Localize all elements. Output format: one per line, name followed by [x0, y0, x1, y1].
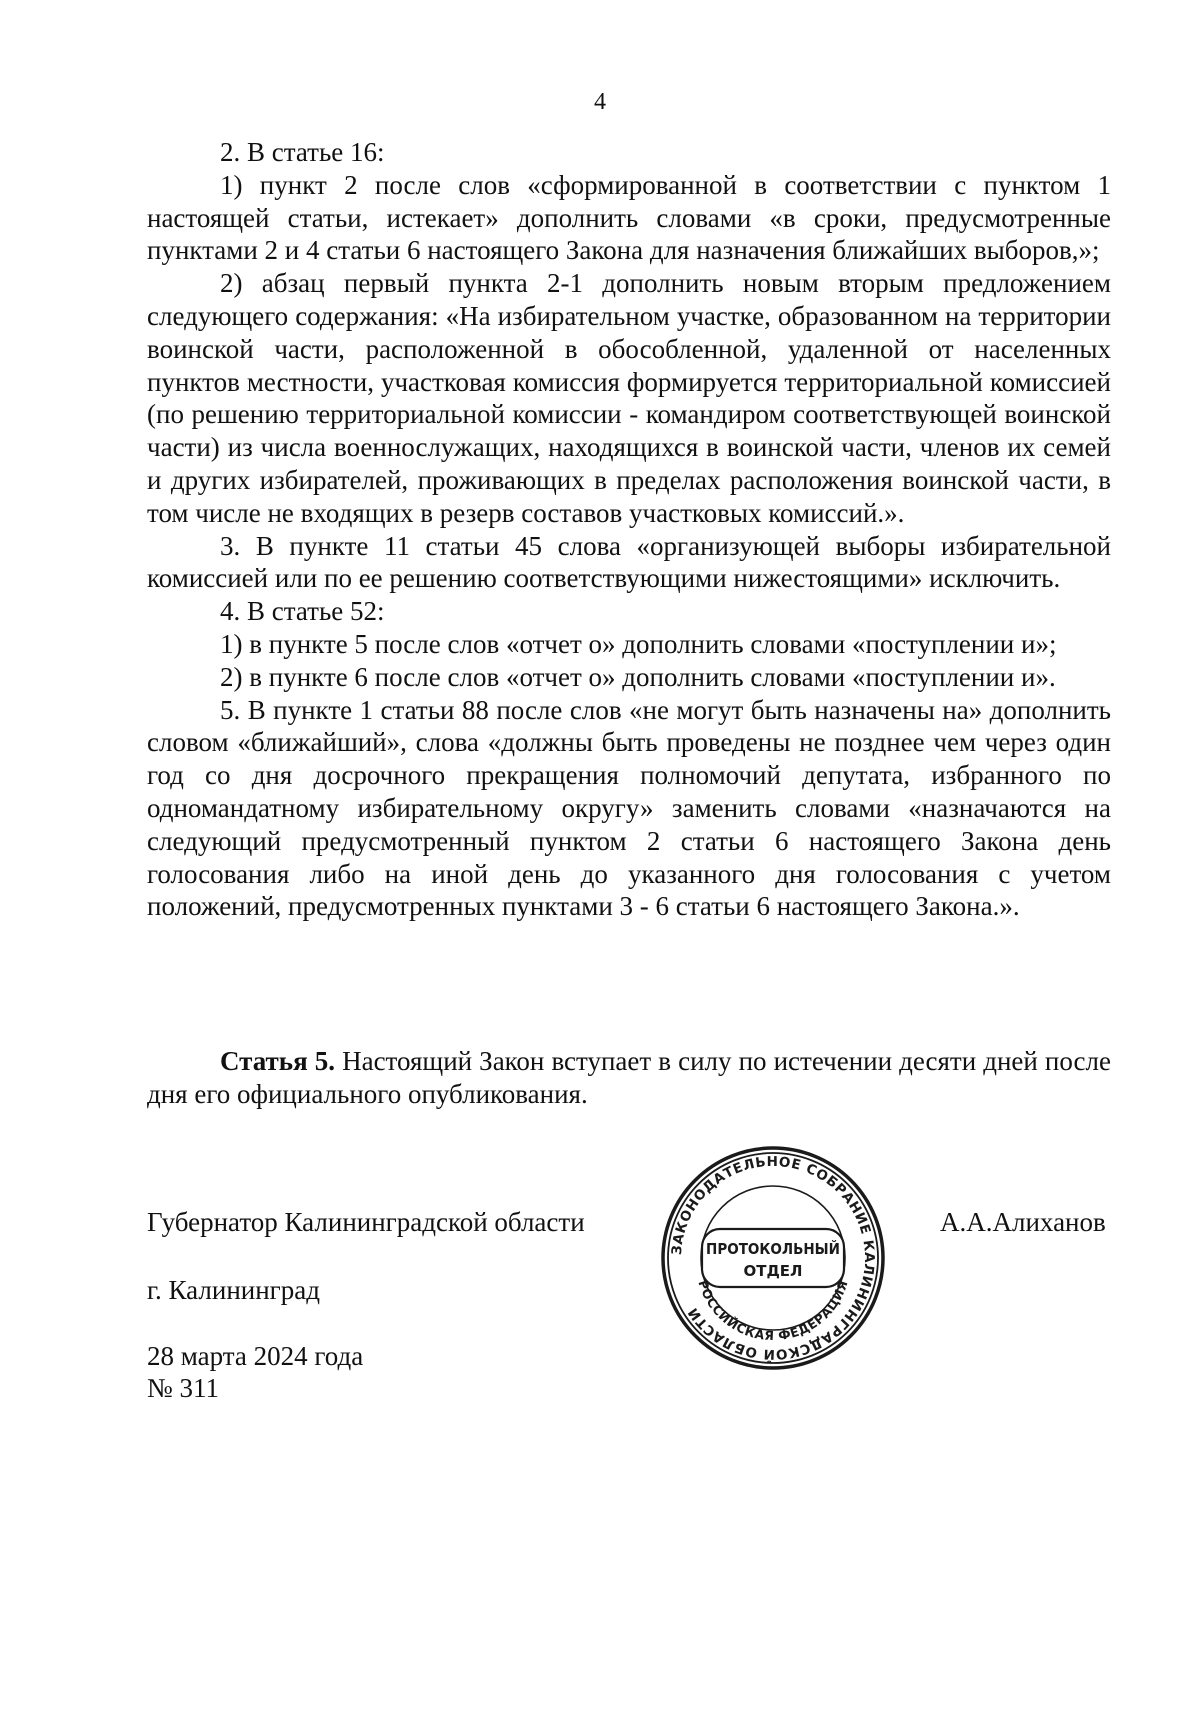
official-stamp [658, 1143, 888, 1373]
amendment-paragraph: 2) абзац первый пункта 2-1 дополнить новым вторым предложением следующего содержания: «На избирательном участке, образованном на территории воинской части, расположенной в обособленной, удаленной от населенных пунктов местности, участковая комиссия формируется территориальной комиссией (по решению территориальной комиссии - командиром соответствующей воинской части) из числа военнослужащих, находящихся в воинской части, членов их семей и других избирателей, проживающих в пределах расположения воинской части, в том числе не входящих в резерв составов участковых комиссий.». [147, 268, 1111, 528]
amendment-paragraph: 1) пункт 2 после слов «сформированной в соответствии с пунктом 1 настоящей статьи, истекает» дополнить словами «в сроки, предусмотренные пунктами 2 и 4 статьи 6 настоящего Закона для назначения ближайших выборов,»; [147, 169, 1111, 266]
stamp-bottom-text: РОССИЙСКАЯ ФЕДЕРАЦИЯ [695, 1278, 851, 1344]
law-number: № 311 [147, 1373, 220, 1403]
stamp-outer-text: ЗАКОНОДАТЕЛЬНОЕ СОБРАНИЕ КАЛИНИНГРАДСКОЙ ОБЛАСТИ [668, 1153, 878, 1363]
amendment-paragraph: 5. В пункте 1 статьи 88 после слов «не могут быть назначены на» дополнить словом «ближайший», слова «должны быть проведены не позднее чем через один год со дня досрочного прекращения полномочий депутата, избранного по одномандатному избирательному округу» заменить словами «назначаются на следующий предусмотренный пунктом 2 статьи 6 настоящего Закона день голосования либо на иной день до указанного дня голосования с учетом положений, предусмотренных пунктами 3 - 6 статьи 6 настоящего Закона.». [147, 694, 1111, 922]
signatory-title: Губернатор Калининградской области [147, 1207, 585, 1237]
signing-date: 28 марта 2024 года [147, 1341, 364, 1371]
amendment-paragraph: 3. В пункте 11 статьи 45 слова «организующей выборы избирательной комиссией или по ее решению соответствующими нижестоящими» исключить. [147, 530, 1111, 594]
article-5-text: Настоящий Закон вступает в силу по истечении десяти дней после дня его официального опубликования. [147, 1046, 1111, 1109]
article-5-paragraph [147, 1045, 1111, 1111]
article-5 [147, 1045, 1111, 1111]
amendment-paragraph: 1) в пункте 5 после слов «отчет о» дополнить словами «поступлении и»; [220, 628, 1057, 659]
article-5-label: Статья 5. [220, 1046, 336, 1076]
stamp-center-line-1: ПРОТОКОЛЬНЫЙ [706, 1240, 840, 1258]
stamp-center-line-2: ОТДЕЛ [743, 1262, 803, 1280]
page-number: 4 [594, 89, 606, 115]
amendment-paragraph: 2. В статье 16: [220, 137, 385, 167]
amendment-paragraph: 4. В статье 52: [220, 596, 385, 627]
stamp-seal-icon [658, 1143, 888, 1373]
signatory-name: А.А.Алиханов [940, 1207, 1106, 1237]
amendments-text [147, 136, 1111, 923]
amendment-paragraph: 2) в пункте 6 после слов «отчет о» дополнить словами «поступлении и». [220, 661, 1056, 692]
signing-city: г. Калининград [147, 1275, 320, 1305]
